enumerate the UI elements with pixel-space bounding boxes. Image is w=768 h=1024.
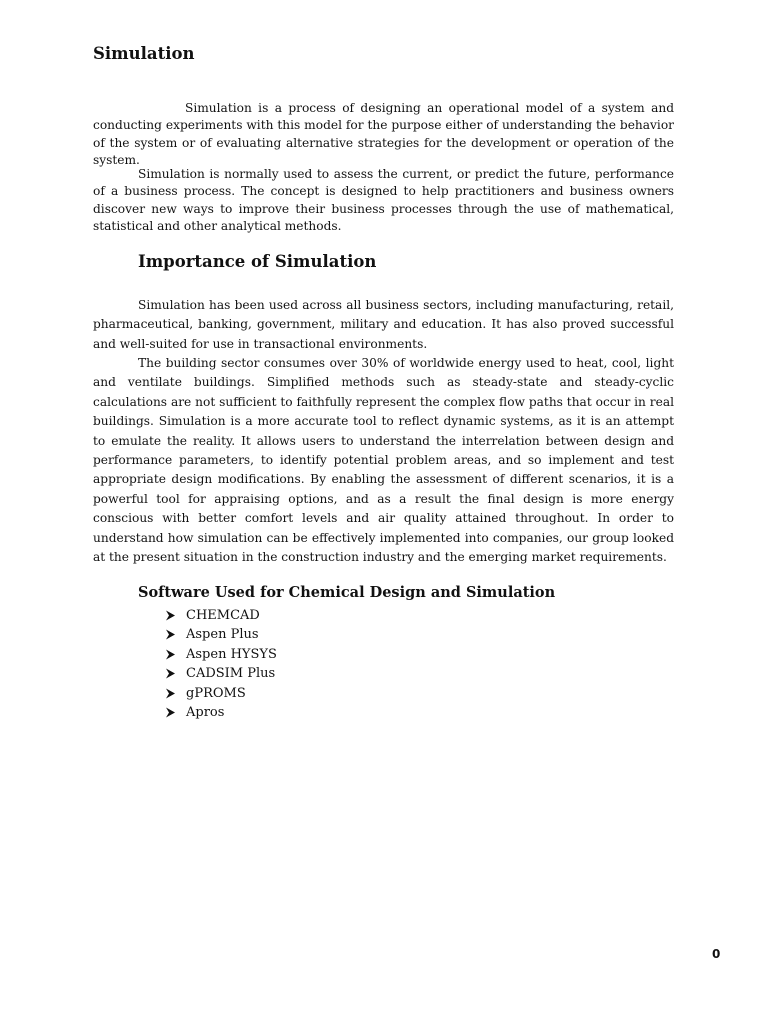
importance-paragraph-1: Simulation has been used across all business sectors, including manufacturing, retail, pharmaceutical, banking, government, military and education. It has also proved successful and well-suited for use in transactional environments.	[93, 298, 674, 351]
intro-paragraph-1: Simulation is a process of designing an operational model of a system and conducting experiments with this model for the purpose either of understanding the behavior of the system or of evaluating alternative strategies for the development or operation of the system.	[93, 101, 674, 167]
importance-paragraph-2: The building sector consumes over 30% of worldwide energy used to heat, cool, light and ventilate buildings. Simplified methods such as steady-state and steady-cyclic calculations are not sufficient to faithfully represent the complex flow paths that occur in real buildings. Simulation is a more accurate tool to reflect dynamic systems, as it is an attempt to emulate the reality. It allows users to understand the interrelation between design and performance parameters, to identify potential problem areas, and so implement and test appropriate design modifications. By enabling the assessment of different scenarios, it is a powerful tool for appraising options, and as a result the final design is more energy conscious with better comfort levels and air quality attained throughout. In order to understand how simulation can be effectively implemented into companies, our group looked at the present situation in the construction industry and the emerging market requirements.	[93, 356, 674, 565]
list-item-label: CADSIM Plus	[186, 666, 276, 682]
arrowhead-bullet-icon	[165, 684, 186, 703]
page-number: 0	[712, 947, 721, 961]
software-heading: Software Used for Chemical Design and Simulation	[138, 584, 556, 601]
software-list	[165, 606, 277, 722]
list-item-label: Aspen Plus	[186, 627, 259, 643]
arrowhead-bullet-icon	[165, 703, 186, 722]
list-item	[165, 664, 277, 683]
list-item-label: Aspen HYSYS	[186, 646, 277, 662]
list-item	[165, 606, 277, 625]
list-item-label: Apros	[186, 704, 225, 720]
list-item	[165, 703, 277, 722]
arrowhead-bullet-icon	[165, 645, 186, 664]
list-item-label: gPROMS	[186, 685, 246, 701]
importance-heading: Importance of Simulation	[138, 252, 377, 271]
list-item	[165, 625, 277, 644]
list-item-label: CHEMCAD	[186, 608, 260, 623]
intro-paragraph-2: Simulation is normally used to assess the current, or predict the future, performance of a business process. The concept is designed to help practitioners and business owners discover new ways to improve their business processes through the use of mathematical, statistical and other analytical methods.	[93, 167, 674, 233]
page-title: Simulation	[93, 44, 195, 63]
arrowhead-bullet-icon	[165, 625, 186, 644]
list-item	[165, 645, 277, 664]
arrowhead-bullet-icon	[165, 606, 186, 625]
list-item	[165, 684, 277, 703]
arrowhead-bullet-icon	[165, 664, 186, 683]
